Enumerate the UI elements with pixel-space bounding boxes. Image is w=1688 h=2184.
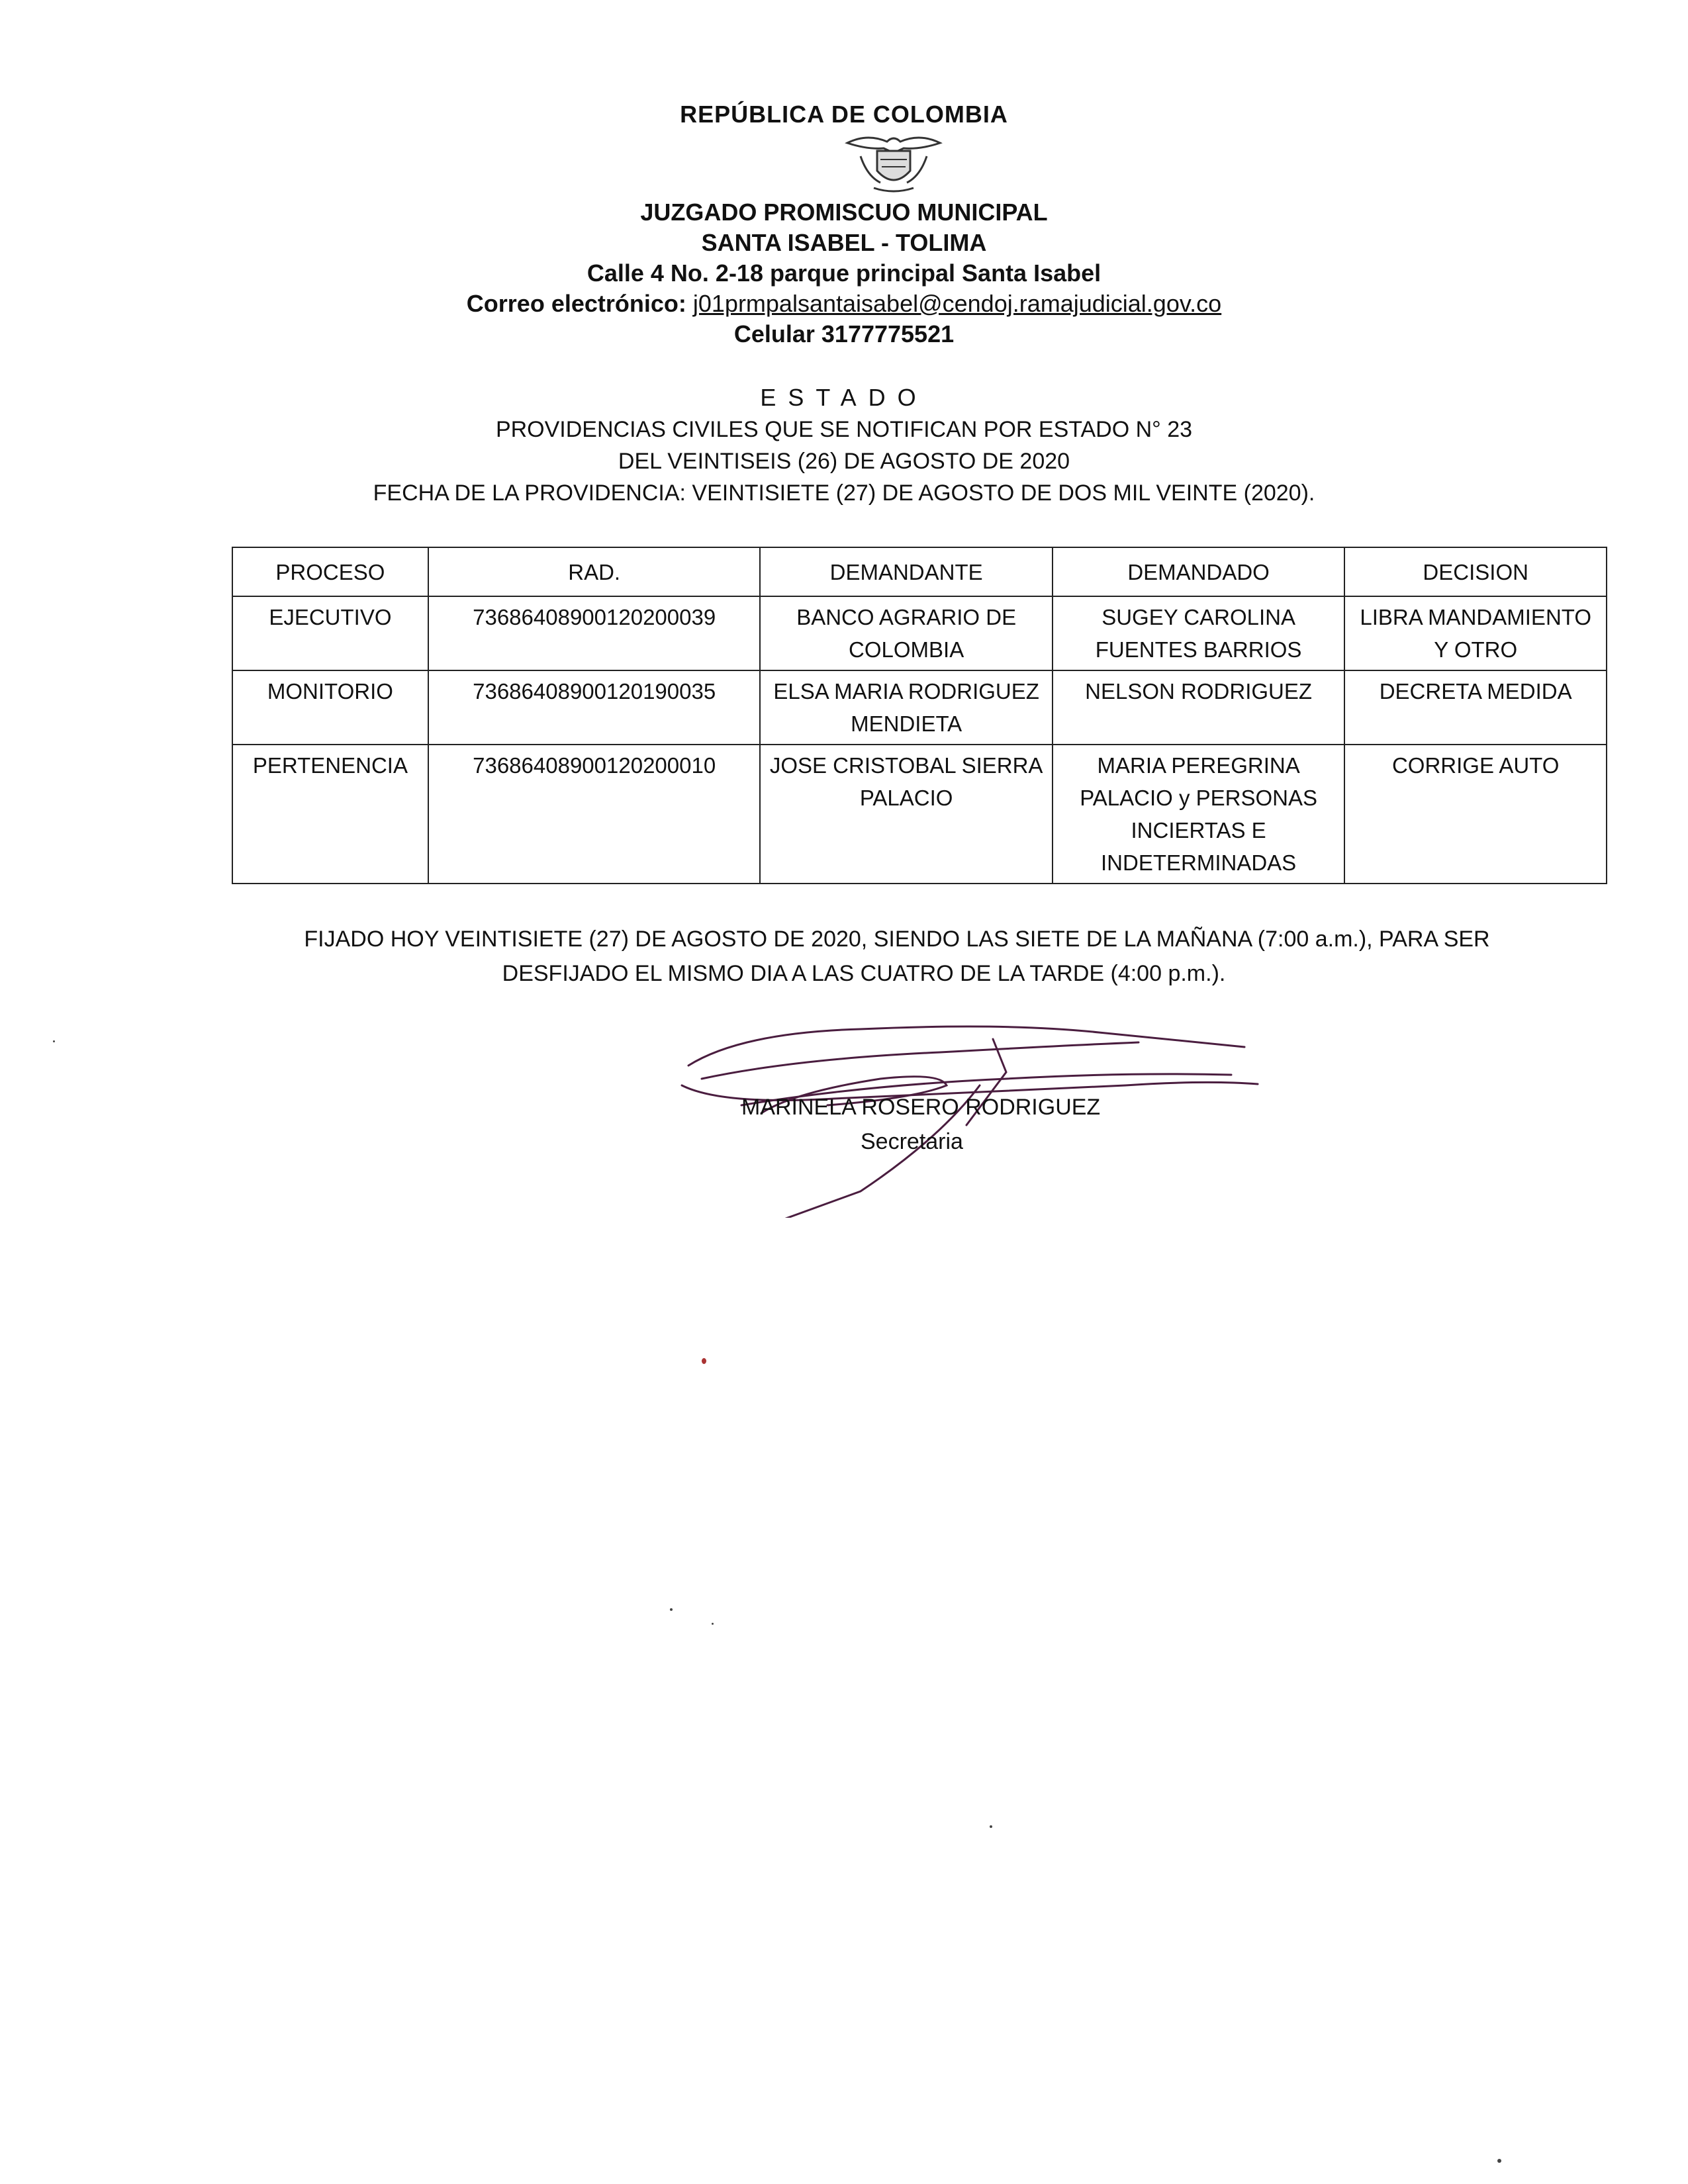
cell-demandado: SUGEY CAROLINA FUENTES BARRIOS [1053, 596, 1345, 670]
cell-demandado: NELSON RODRIGUEZ [1053, 670, 1345, 745]
notice-line-1: PROVIDENCIAS CIVILES QUE SE NOTIFICAN POR ESTADO N° 23 [495, 417, 1193, 442]
header-proceso: PROCESO [232, 547, 428, 596]
header-decision: DECISION [1344, 547, 1607, 596]
scan-speck [670, 1608, 673, 1611]
court-name: JUZGADO PROMISCUO MUNICIPAL [640, 199, 1048, 226]
email-link[interactable]: j01prmpalsantaisabel@cendoj.ramajudicial.gov.co [692, 290, 1222, 317]
scan-speck [1497, 2159, 1501, 2163]
court-city: SANTA ISABEL - TOLIMA [701, 229, 987, 256]
signer-name: MARINELA ROSERO RODRIGUEZ [741, 1095, 1101, 1120]
notice-line-2: DEL VEINTISEIS (26) DE AGOSTO DE 2020 [618, 449, 1070, 474]
cell-proceso: EJECUTIVO [232, 596, 428, 670]
scan-speck [990, 1825, 992, 1828]
cell-demandado: MARIA PEREGRINA PALACIO y PERSONAS INCIERTAS E INDETERMINADAS [1053, 745, 1345, 884]
table-row [232, 596, 1607, 670]
cell-rad: 73686408900120190035 [428, 670, 761, 745]
fijado-line-1: FIJADO HOY VEINTISIETE (27) DE AGOSTO DE 2020, SIENDO LAS SIETE DE LA MAÑANA (7:00 a.m.), PARA SER [304, 927, 1490, 952]
signer-role: Secretaria [861, 1129, 963, 1154]
cell-demandante: ELSA MARIA RODRIGUEZ MENDIETA [760, 670, 1052, 745]
court-phone: Celular 3177775521 [733, 320, 955, 347]
scan-speck [53, 1040, 55, 1042]
table-header-row [232, 547, 1607, 596]
cell-decision: LIBRA MANDAMIENTO Y OTRO [1344, 596, 1607, 670]
fijado-line-2: DESFIJADO EL MISMO DIA A LAS CUATRO DE LA TARDE (4:00 p.m.). [502, 961, 1226, 986]
table-row [232, 745, 1607, 884]
estado-title: ESTADO [760, 384, 928, 411]
notice-line-3: FECHA DE LA PROVIDENCIA: VEINTISIETE (27) DE AGOSTO DE DOS MIL VEINTE (2020). [373, 480, 1315, 506]
header-rad: RAD. [428, 547, 761, 596]
header-demandado: DEMANDADO [1053, 547, 1345, 596]
cell-demandante: JOSE CRISTOBAL SIERRA PALACIO [760, 745, 1052, 884]
court-address: Calle 4 No. 2-18 parque principal Santa Isabel [586, 259, 1102, 287]
scan-speck [702, 1358, 706, 1364]
cell-proceso: MONITORIO [232, 670, 428, 745]
header-demandante: DEMANDANTE [760, 547, 1052, 596]
email-line [0, 290, 1688, 318]
email-label: Correo electrónico: [466, 290, 693, 317]
scan-speck [712, 1623, 714, 1625]
table-row [232, 670, 1607, 745]
cases-table [232, 547, 1607, 884]
cell-demandante: BANCO AGRARIO DE COLOMBIA [760, 596, 1052, 670]
country-title: REPÚBLICA DE COLOMBIA [680, 101, 1008, 128]
cell-decision: DECRETA MEDIDA [1344, 670, 1607, 745]
cell-proceso: PERTENENCIA [232, 745, 428, 884]
cell-rad: 73686408900120200010 [428, 745, 761, 884]
cell-rad: 73686408900120200039 [428, 596, 761, 670]
cell-decision: CORRIGE AUTO [1344, 745, 1607, 884]
coat-of-arms-seal-icon [841, 130, 947, 196]
